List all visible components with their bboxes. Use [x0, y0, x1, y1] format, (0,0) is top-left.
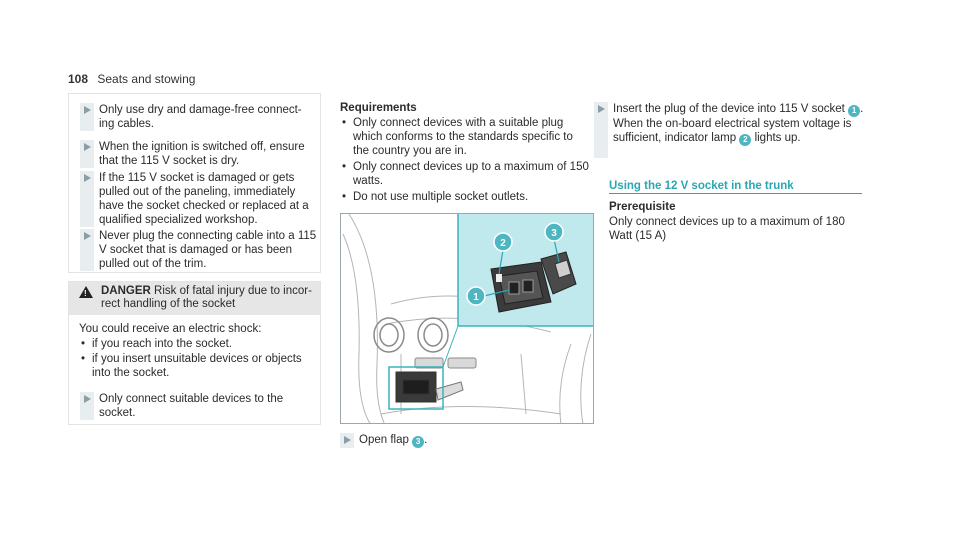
step-arrow-icon: [80, 103, 94, 131]
step-open-flap: Open flap 3 .: [340, 433, 540, 448]
console-drawing: [341, 214, 594, 424]
step-arrow-icon: [80, 229, 94, 271]
callout-1: 1: [848, 105, 860, 117]
danger-bullet: • if you insert unsuitable devices or objects into the socket.: [81, 353, 302, 379]
step-arrow-icon: [340, 433, 354, 448]
requirement-item: • Do not use multiple socket outlets.: [342, 191, 529, 203]
requirements-title: Requirements: [340, 102, 417, 114]
section-rule: [609, 193, 862, 194]
step-damaged-socket: If the 115 V socket is damaged or gets pulled out of the paneling, immediately have the socket checked or replaced at a qualified specialized workshop.: [80, 171, 318, 227]
requirement-item: • Only connect devices with a suitable plug which conforms to the standards specific to the country you are in.: [342, 117, 573, 157]
step-suitable-devices: Only connect suitable devices to the socket.: [80, 392, 318, 420]
prerequisite-text: Only connect devices up to a maximum of 180 Watt (15 A): [609, 216, 845, 242]
callout-3-label: 3: [551, 228, 557, 239]
step-arrow-icon: [80, 392, 94, 420]
step-never-plug: Never plug the connecting cable into a 115 V socket that is damaged or has been pulled out of the trim.: [80, 229, 318, 271]
section-title: Using the 12 V socket in the trunk: [609, 180, 794, 192]
step-dry-cables: Only use dry and damage-free connect- ing cables.: [80, 103, 318, 131]
requirement-item: • Only connect devices up to a maximum of 150 watts.: [342, 161, 589, 187]
callout-1-label: 1: [473, 292, 479, 303]
callout-2: 2: [739, 134, 751, 146]
step-arrow-icon: [80, 140, 94, 168]
prerequisite-title: Prerequisite: [609, 201, 676, 213]
step-insert-plug: Insert the plug of the device into 115 V socket 1 . When the on-board electrical system voltage is sufficient, indicator lamp 2 lights up.: [594, 102, 864, 146]
danger-text: You could receive an electric shock:: [79, 323, 262, 335]
step-ignition-off: When the ignition is switched off, ensure that the 115 V socket is dry.: [80, 140, 318, 168]
callout-2-label: 2: [500, 238, 506, 249]
page-header: [68, 72, 195, 86]
section-name: Seats and stowing: [97, 72, 196, 86]
danger-bullet: • if you reach into the socket.: [81, 338, 232, 350]
danger-label: DANGER: [101, 285, 151, 297]
step-arrow-icon: [594, 102, 608, 158]
page-number: 108: [68, 72, 89, 86]
step-arrow-icon: [80, 171, 94, 227]
danger-title: DANGER Risk of fatal injury due to incor- rect handling of the socket: [101, 285, 312, 310]
callout-3: 3: [412, 436, 424, 448]
socket-illustration: [340, 213, 594, 424]
